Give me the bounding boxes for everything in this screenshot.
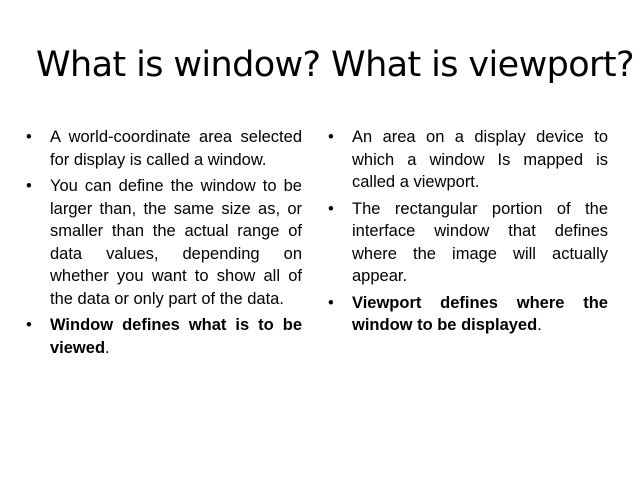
window-bullet-list: [26, 126, 302, 363]
slide-title: What is window? What is viewport?: [36, 45, 634, 85]
bullet-icon: •: [328, 128, 334, 146]
bullet-text: A world-coordinate area selected for display is called a window.: [50, 128, 302, 169]
bullet-tail: .: [105, 338, 110, 357]
list-item: [328, 198, 608, 288]
list-item: [26, 175, 302, 310]
bullet-icon: •: [26, 128, 32, 146]
bullet-icon: •: [328, 293, 334, 312]
list-item: [26, 126, 302, 171]
bullet-bold-text: Viewport defines where the window to be displayed: [352, 293, 608, 334]
list-item: [328, 126, 608, 194]
list-item: [328, 292, 608, 337]
bullet-icon: •: [328, 199, 334, 218]
bullet-text: You can define the window to be larger than, the same size as, or smaller than the actual range of data values, depending on whether you want to show all of the data or only part of the data.: [50, 177, 302, 308]
bullet-icon: •: [26, 177, 32, 195]
bullet-icon: •: [26, 316, 32, 334]
bullet-text: The rectangular portion of the interface window that defines where the image will actually appear.: [352, 199, 608, 285]
bullet-text: An area on a display device to which a window Is mapped is called a viewport.: [352, 128, 608, 191]
list-item: [26, 314, 302, 359]
bullet-bold-text: Window defines what is to be viewed: [50, 316, 302, 357]
bullet-tail: .: [537, 316, 542, 334]
viewport-bullet-list: [328, 126, 608, 341]
